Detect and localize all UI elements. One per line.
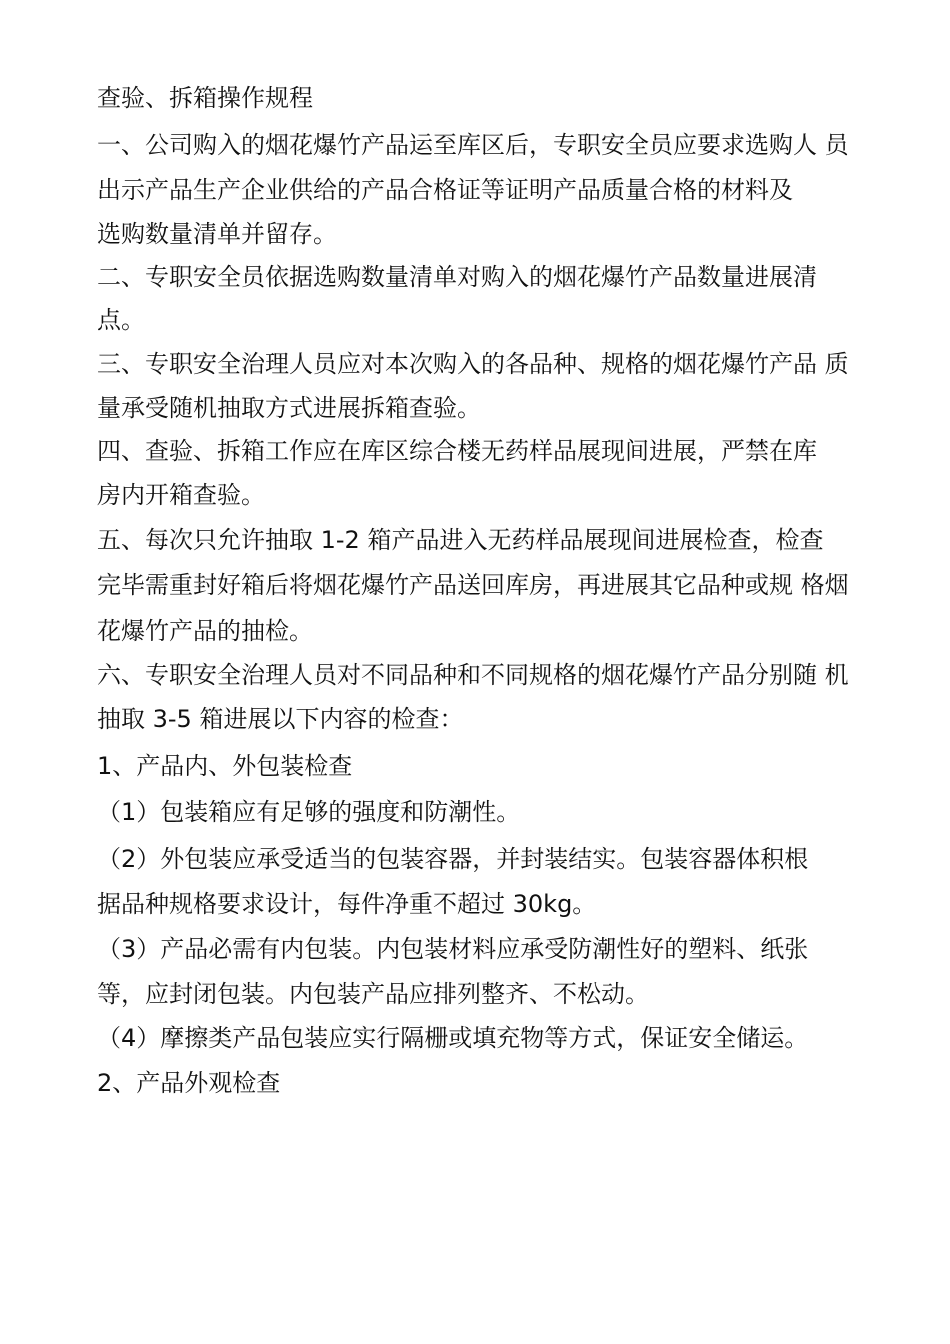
- section-heading: 1、产品内、外包装检查: [97, 752, 353, 780]
- list-item: （3）产品必需有内包装。内包装材料应承受防潮性好的塑料、纸张: [97, 935, 809, 963]
- paragraph-line: 出示产品生产企业供给的产品合格证等证明产品质量合格的材料及: [97, 176, 793, 204]
- paragraph-line: 点。: [97, 306, 145, 334]
- section-heading: 2、产品外观检查: [97, 1069, 281, 1097]
- paragraph-line: 四、查验、拆箱工作应在库区综合楼无药样品展现间进展，严禁在库: [97, 437, 817, 465]
- list-item: （4）摩擦类产品包装应实行隔栅或填充物等方式，保证安全储运。: [97, 1024, 809, 1052]
- list-item: （1）包装箱应有足够的强度和防潮性。: [97, 798, 521, 826]
- paragraph-line: 二、专职安全员依据选购数量清单对购入的烟花爆竹产品数量进展清: [97, 263, 817, 291]
- paragraph-line: 一、公司购入的烟花爆竹产品运至库区后，专职安全员应要求选购人 员: [97, 131, 849, 159]
- list-item: （2）外包装应承受适当的包装容器，并封装结实。包装容器体积根: [97, 845, 809, 873]
- paragraph-line: 完毕需重封好箱后将烟花爆竹产品送回库房，再进展其它品种或规 格烟: [97, 571, 849, 599]
- document-title: 查验、拆箱操作规程: [97, 84, 313, 112]
- paragraph-line: 三、专职安全治理人员应对本次购入的各品种、规格的烟花爆竹产品 质: [97, 350, 849, 378]
- paragraph-line: 花爆竹产品的抽检。: [97, 617, 313, 645]
- paragraph-line: 抽取 3-5 箱进展以下内容的检查：: [97, 705, 464, 733]
- paragraph-line: 量承受随机抽取方式进展拆箱查验。: [97, 394, 481, 422]
- list-item-continuation: 据品种规格要求设计，每件净重不超过 30kg。: [97, 890, 597, 918]
- paragraph-line: 房内开箱查验。: [97, 481, 265, 509]
- paragraph-line: 五、每次只允许抽取 1-2 箱产品进入无药样品展现间进展检查，检查: [97, 526, 824, 554]
- paragraph-line: 六、专职安全治理人员对不同品种和不同规格的烟花爆竹产品分别随 机: [97, 661, 849, 689]
- list-item-continuation: 等，应封闭包装。内包装产品应排列整齐、不松动。: [97, 980, 649, 1008]
- paragraph-line: 选购数量清单并留存。: [97, 220, 337, 248]
